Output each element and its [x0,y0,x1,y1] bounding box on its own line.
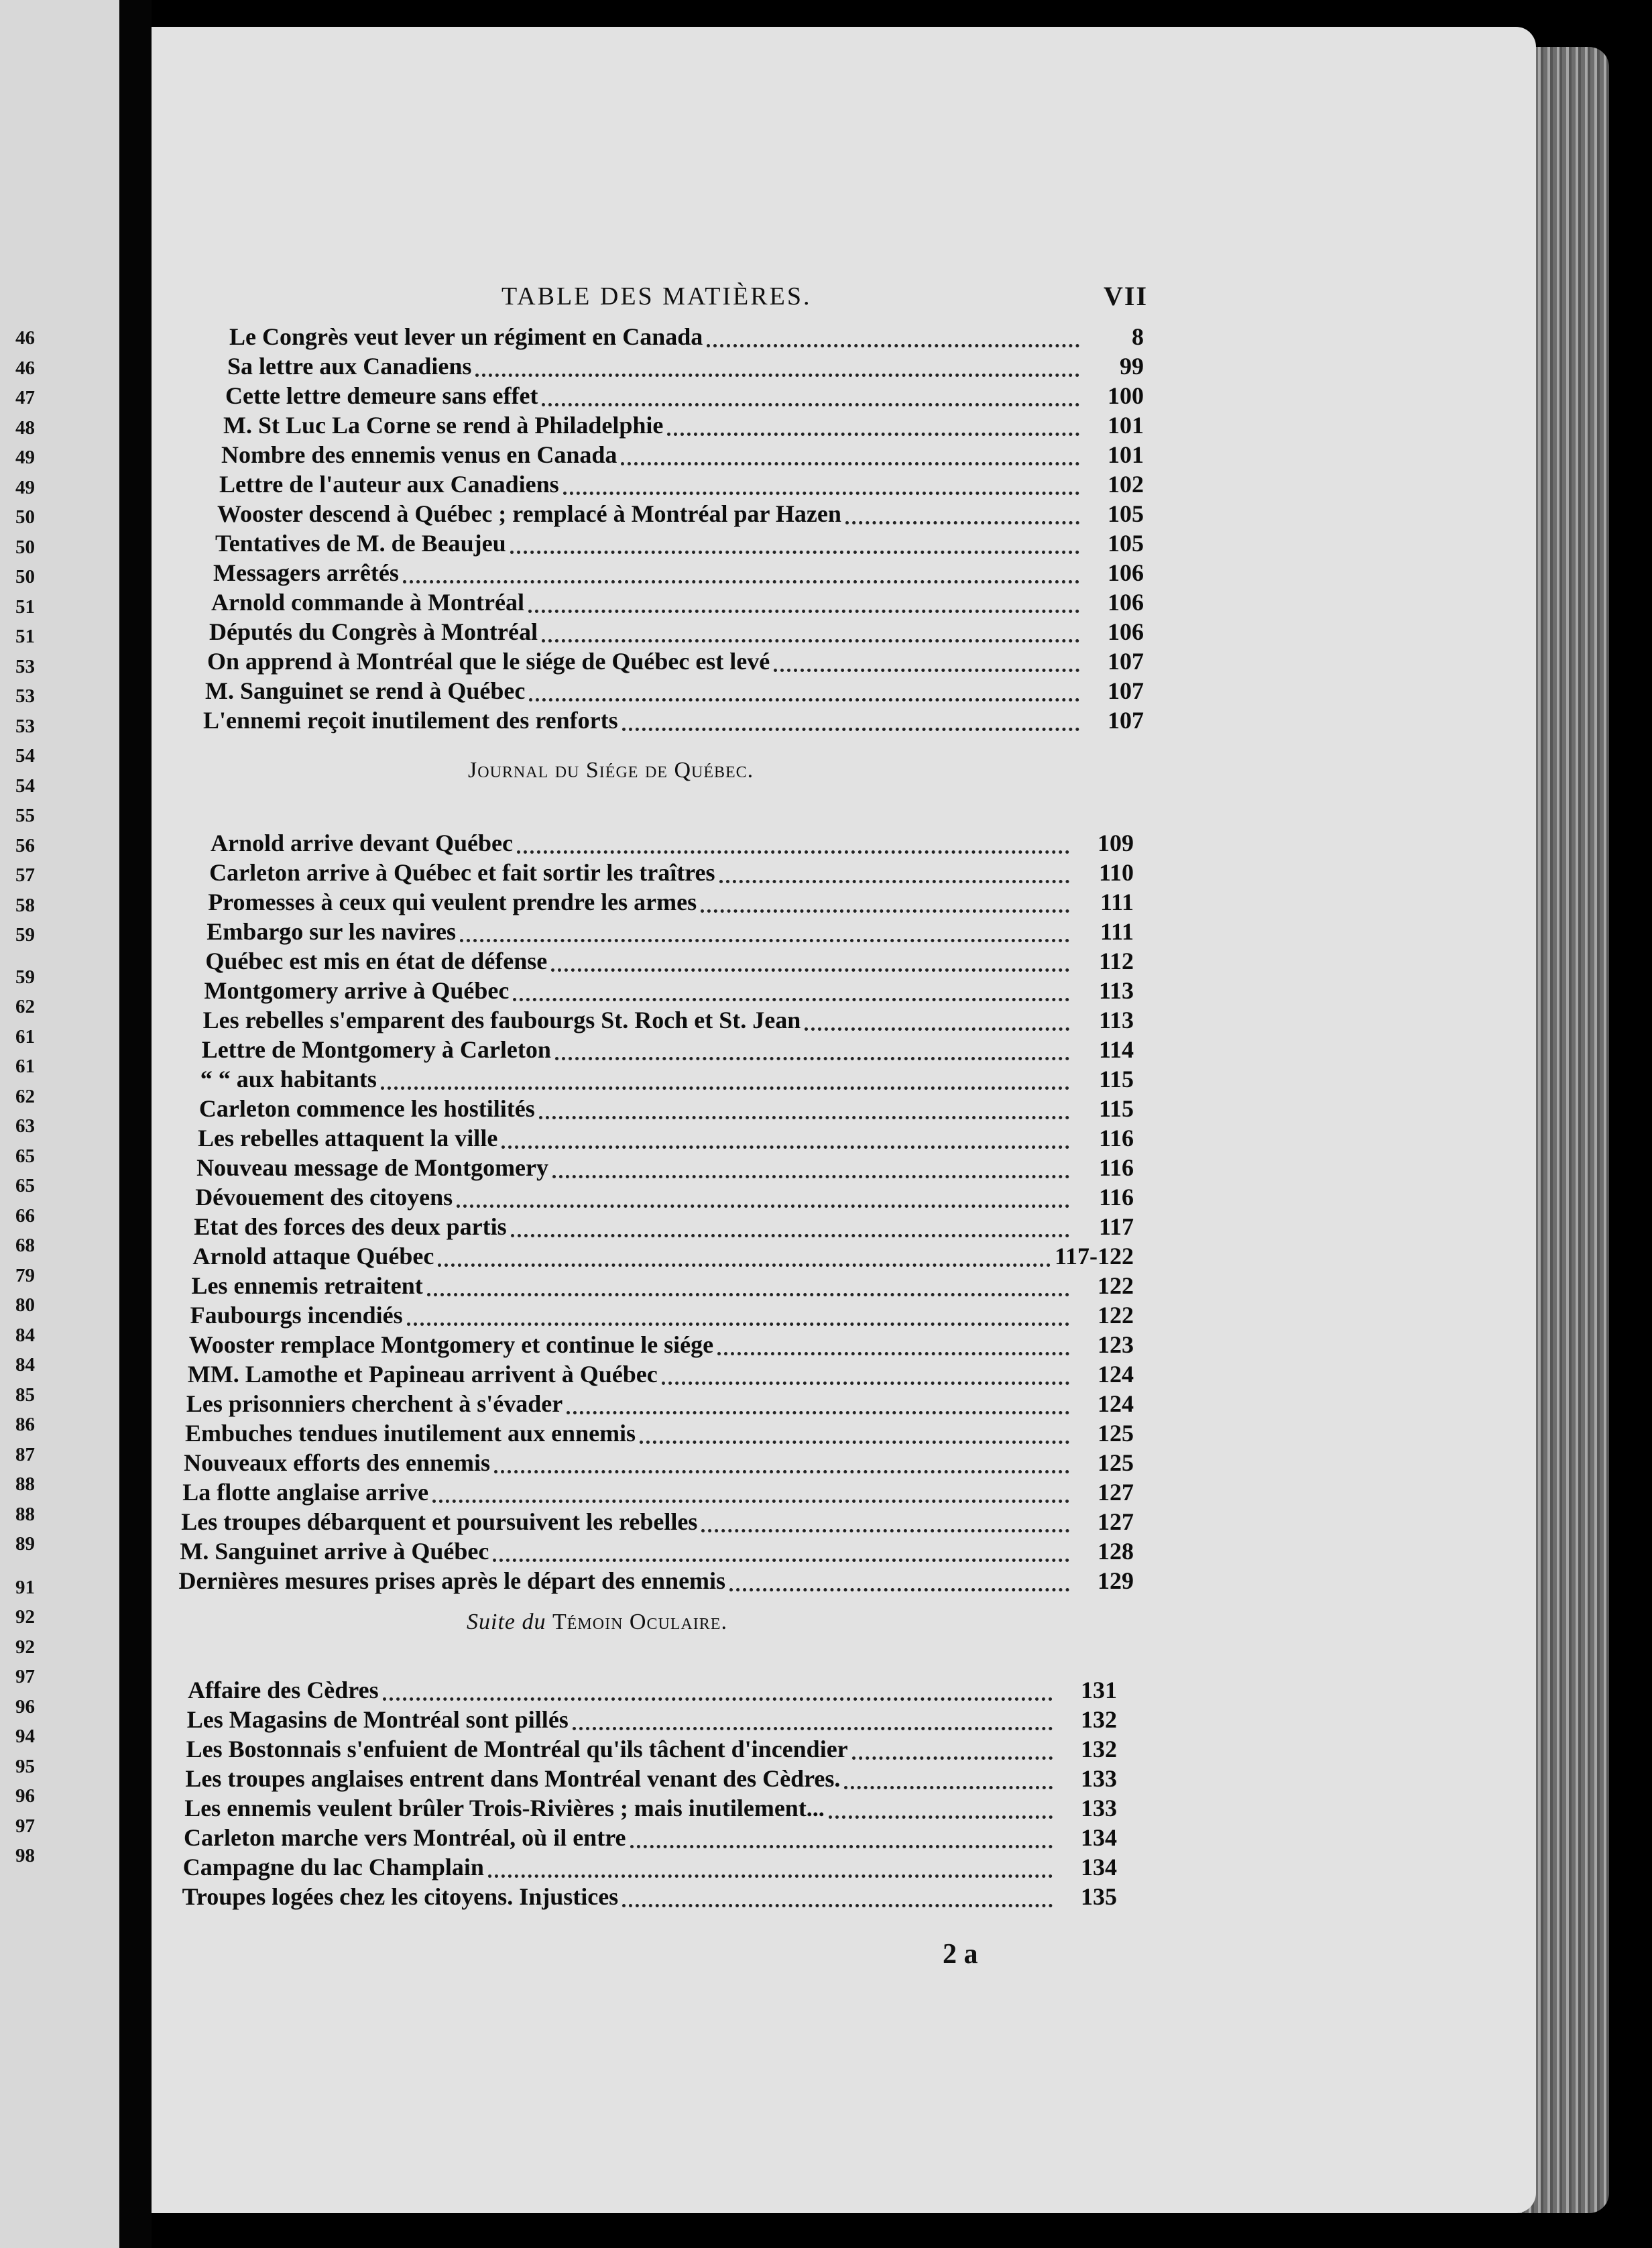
toc-entry-page: 127 [1097,1479,1134,1506]
toc-entry [186,1389,1134,1418]
section-heading-italic: Suite du [467,1610,546,1634]
dot-leader [551,959,1069,972]
facing-page-number: 89 [15,1533,35,1555]
toc-entry-page: 114 [1098,1036,1134,1063]
toc-entry [188,1675,1117,1705]
toc-entry-title: Les ennemis retraitent [191,1272,423,1299]
dot-leader [511,1225,1069,1237]
facing-page-number: 56 [15,834,35,856]
toc-entry [203,706,1144,735]
facing-page-number: 62 [15,996,35,1017]
toc-entry [208,887,1134,917]
dot-leader [805,1018,1069,1031]
dot-leader [701,900,1069,913]
toc-entry-page: 106 [1108,618,1144,645]
facing-page-number: 88 [15,1473,35,1495]
toc-entry [185,1418,1134,1448]
toc-entry-title: Le Congrès veut lever un régiment en Canada [229,323,703,350]
toc-entry-page: 115 [1098,1066,1134,1092]
toc-entry-page: 100 [1108,382,1144,409]
facing-page-number: 50 [15,566,35,587]
facing-page-number: 58 [15,894,35,916]
toc-entry [179,1566,1134,1595]
toc-entry-title: Les rebelles attaquent la ville [198,1125,498,1151]
dot-leader [701,1520,1069,1532]
toc-entry-title: MM. Lamothe et Papineau arrivent à Québec [187,1361,658,1388]
dot-leader [630,1836,1053,1848]
toc-entry [184,1448,1134,1477]
toc-entry-title: Sa lettre aux Canadiens [227,353,472,380]
toc-entry-page: 133 [1080,1795,1117,1821]
toc-entry-title: L'ennemi reçoit inutilement des renforts [203,707,618,734]
toc-entry [211,587,1144,617]
facing-page-number: 96 [15,1695,35,1718]
signature-mark: 2 a [943,1939,978,1970]
dot-leader [475,364,1079,377]
page-title: TABLE DES MATIÈRES. [501,282,812,311]
dot-leader [528,600,1079,613]
toc-entry [181,1507,1134,1536]
toc-entry-page: 128 [1097,1538,1134,1565]
facing-page-number: 54 [15,745,35,767]
facing-page-number: 53 [15,715,35,737]
dot-leader [563,482,1079,495]
facing-page-number: 46 [15,357,35,379]
toc-entry-page: 107 [1108,648,1144,675]
facing-page-number: 53 [15,655,35,677]
toc-entry [205,676,1144,706]
toc-entry-page: 105 [1108,530,1144,557]
dot-leader [552,1166,1069,1178]
dot-leader [407,1313,1069,1326]
dot-leader [510,541,1079,554]
dot-leader [852,1747,1053,1760]
toc-entry-page: 113 [1098,1007,1134,1033]
toc-entry [199,1094,1134,1123]
dot-leader [513,989,1069,1001]
dot-leader [529,689,1079,701]
facing-page-number: 88 [15,1503,35,1525]
facing-page-number: 97 [15,1666,35,1687]
toc-entry-page: 124 [1097,1390,1134,1417]
facing-page-number: 79 [15,1264,35,1286]
toc-entry-page: 105 [1108,500,1144,527]
toc-entry [186,1734,1117,1764]
toc-entry-title: Messagers arrêtés [213,559,399,586]
toc-entry-page: 102 [1108,471,1144,498]
dot-leader [493,1549,1069,1562]
toc-entry [227,351,1144,381]
dot-leader [542,630,1079,642]
toc-entry [182,1882,1117,1911]
toc-entry-title: Dernières mesures prises après le départ des ennemis [178,1567,726,1594]
dot-leader [539,1107,1069,1119]
toc-entry-title: Etat des forces des deux partis [194,1213,507,1240]
toc-entry-title: Les prisonniers cherchent à s'évader [186,1390,563,1417]
toc-entry-page: 122 [1098,1272,1134,1299]
toc-entry-title: Wooster remplace Montgomery et continue le siége [188,1331,714,1358]
toc-entry-title: Faubourgs incendiés [190,1302,403,1329]
toc-entry-title: Wooster descend à Québec ; remplacé à Montréal par Hazen [217,500,841,527]
toc-entry [195,1182,1134,1212]
toc-entry-page: 125 [1098,1420,1134,1447]
toc-entry-title: Les troupes débarquent et poursuivent les rebelles [181,1508,698,1535]
facing-page-number: 94 [15,1726,35,1747]
facing-page-number: 65 [15,1145,35,1167]
toc-entry [223,410,1144,440]
section-heading-journal: Journal du Siége de Québec. [468,758,754,783]
dot-leader [774,659,1079,672]
toc-entry-page: 116 [1098,1184,1134,1211]
toc-entry [205,946,1134,976]
toc-entry [215,528,1144,558]
toc-entry-title: Embuches tendues inutilement aux ennemis [185,1420,636,1447]
dot-leader [494,1461,1069,1473]
dot-leader [622,718,1079,731]
toc-entry [196,1153,1134,1182]
toc-entry-page: 116 [1098,1125,1134,1151]
facing-page-number: 59 [15,966,35,988]
toc-entry [183,1852,1117,1882]
toc-entry-title: Campagne du lac Champlain [182,1854,484,1880]
facing-page-number: 68 [15,1235,35,1256]
toc-entry [194,1212,1134,1241]
toc-entry [188,1359,1134,1389]
facing-page-number: 48 [15,416,35,439]
toc-entry-title: Nombre des ennemis venus en Canada [221,441,617,468]
facing-page-number: 49 [15,476,35,498]
toc-entry-title: Dévouement des citoyens [195,1184,453,1211]
toc-entry-page: 110 [1098,859,1134,886]
toc-entry-page: 111 [1100,889,1134,915]
facing-page-number: 49 [15,447,35,468]
toc-entry-page: 132 [1080,1706,1117,1733]
dot-leader [488,1865,1053,1878]
toc-entry-title: Montgomery arrive à Québec [204,977,510,1004]
toc-entry-page: 135 [1080,1883,1117,1910]
facing-page-number: 80 [15,1294,35,1316]
facing-page-number: 65 [15,1175,35,1196]
toc-entry-title: M. Sanguinet arrive à Québec [180,1538,489,1565]
toc-entry-title: “ “ aux habitants [200,1066,377,1092]
toc-entry [182,1477,1134,1507]
dot-leader [719,870,1069,883]
toc-entry-page: 107 [1108,677,1144,704]
toc-entry [206,917,1134,946]
toc-entry-page: 115 [1098,1095,1134,1122]
dot-leader [517,841,1069,854]
toc-entry [221,440,1144,469]
toc-entry-title: Promesses à ceux qui veulent prendre les armes [208,889,697,915]
facing-page-number: 98 [15,1845,35,1866]
section-heading-temoin [467,1610,727,1635]
toc-entry-title: M. Sanguinet se rend à Québec [205,677,526,704]
dot-leader [622,1895,1053,1907]
toc-entry-page: 122 [1097,1302,1134,1329]
dot-leader [573,1718,1053,1730]
dot-leader [667,423,1079,436]
facing-page-number: 87 [15,1443,35,1465]
toc-entry-title: Cette lettre demeure sans effet [225,382,538,409]
toc-entry-title: M. St Luc La Corne se rend à Philadelphie [223,412,664,439]
toc-entry-title: Les Bostonnais s'enfuient de Montréal qu'ils tâchent d'incendier [186,1736,848,1762]
toc-entry-page: 106 [1108,589,1144,616]
toc-entry [211,828,1134,858]
dot-leader [845,512,1079,524]
toc-entry-title: Carleton arrive à Québec et fait sortir les traîtres [209,859,715,886]
toc-entry-title: Les Magasins de Montréal sont pillés [186,1706,569,1733]
toc-entry [204,976,1134,1005]
toc-entry-page: 134 [1081,1824,1117,1851]
facing-page-number: 62 [15,1085,35,1107]
facing-page-number: 84 [15,1354,35,1375]
toc-entry-title: Lettre de l'auteur aux Canadiens [219,471,559,498]
dot-leader [662,1372,1069,1385]
facing-page-number: 85 [15,1384,35,1406]
toc-entry [185,1764,1117,1793]
dot-leader [707,335,1079,347]
toc-entry [200,1064,1134,1094]
toc-entry-page: 127 [1097,1508,1134,1535]
toc-entry-title: Arnold commande à Montréal [211,589,524,616]
facing-page-number: 53 [15,685,35,707]
dot-leader [432,1490,1069,1503]
dot-leader [501,1136,1069,1149]
toc-entry [189,1330,1134,1359]
toc-entry [184,1793,1117,1823]
facing-page-number: 97 [15,1815,35,1837]
toc-entry-title: Affaire des Cèdres [188,1677,379,1703]
dot-leader [844,1777,1053,1789]
toc-entry-title: Députés du Congrès à Montréal [209,618,538,645]
toc-entry-title: Les ennemis veulent brûler Trois-Rivières ; mais inutilement... [184,1795,825,1821]
toc-entry [219,469,1144,499]
toc-entry-page: 123 [1097,1331,1134,1358]
toc-entry-title: Carleton marche vers Montréal, où il entre [184,1824,626,1851]
facing-page-number: 61 [15,1056,35,1077]
dot-leader [640,1431,1069,1444]
toc-entry-page: 133 [1080,1765,1117,1792]
facing-page-number: 51 [15,596,35,618]
toc-entry [207,647,1144,676]
toc-entry [180,1536,1134,1566]
toc-entry-page: 125 [1097,1449,1134,1476]
facing-page-number: 54 [15,775,35,797]
toc-entry-title: Les troupes anglaises entrent dans Montréal venant des Cèdres. [185,1765,841,1792]
dot-leader [621,453,1079,465]
toc-entry-title: Les rebelles s'emparent des faubourgs St. Roch et St. Jean [202,1007,801,1033]
dot-leader [460,930,1069,942]
book-gutter [119,0,152,2248]
facing-page-number: 66 [15,1204,35,1227]
toc-entry-title: La flotte anglaise arrive [182,1479,429,1506]
toc-entry-page: 116 [1098,1154,1134,1181]
toc-entry-page: 99 [1120,353,1144,380]
toc-entry-page: 131 [1081,1677,1117,1703]
toc-entry-title: Embargo sur les navires [206,918,456,945]
facing-page-number: 92 [15,1606,35,1628]
facing-page-number: 59 [15,924,35,946]
toc-entry-page: 107 [1108,707,1144,734]
facing-page-number: 55 [15,805,35,826]
toc-entry-page: 132 [1080,1736,1117,1762]
facing-page-fragment [0,0,119,2248]
toc-entry [184,1823,1117,1852]
toc-entry-title: Arnold attaque Québec [192,1243,434,1270]
dot-leader [542,394,1079,406]
book-page [152,27,1536,2213]
toc-entry [209,858,1134,887]
facing-page-number: 47 [15,387,35,408]
toc-entry [209,617,1144,647]
dot-leader [438,1254,1051,1267]
toc-entry-title: Lettre de Montgomery à Carleton [201,1036,551,1063]
toc-entry-page: 134 [1080,1854,1117,1880]
dot-leader [457,1195,1069,1208]
toc-entry [225,381,1144,410]
toc-entry-page: 117-122 [1054,1243,1134,1270]
facing-page-number: 61 [15,1025,35,1048]
dot-leader [829,1806,1053,1819]
toc-entry-page: 101 [1108,441,1144,468]
toc-entry [198,1123,1134,1153]
toc-entry-title: Carleton commence les hostilités [198,1095,535,1122]
section-heading-smallcaps: Témoin Oculaire. [552,1610,727,1634]
toc-entry-page: 101 [1108,412,1144,439]
toc-entry [203,1005,1134,1035]
toc-entry-page: 106 [1108,559,1144,586]
toc-entry-title: Nouveaux efforts des ennemis [184,1449,491,1476]
toc-entry [187,1705,1117,1734]
toc-entry-page: 129 [1098,1567,1134,1594]
toc-entry-page: 8 [1132,323,1144,350]
toc-entry [202,1035,1134,1064]
toc-entry-page: 111 [1100,918,1134,945]
facing-page-number: 84 [15,1324,35,1346]
toc-entry [213,558,1144,587]
facing-page-number: 86 [15,1414,35,1435]
facing-page-number: 92 [15,1636,35,1658]
toc-entry-page: 113 [1098,977,1134,1004]
dot-leader [403,571,1079,583]
facing-page-number: 95 [15,1755,35,1777]
toc-entry-title: Troupes logées chez les citoyens. Injustices [182,1883,619,1910]
toc-entry-title: Tentatives de M. de Beaujeu [215,530,506,557]
page-number: VII [1104,281,1148,311]
dot-leader [555,1048,1069,1060]
dot-leader [381,1077,1069,1090]
dot-leader [567,1402,1069,1414]
facing-page-number: 50 [15,536,35,558]
facing-page-number: 50 [15,506,35,528]
toc-entry-title: Arnold arrive devant Québec [211,830,513,856]
toc-entry-title: Nouveau message de Montgomery [196,1154,549,1181]
toc-entry [192,1271,1134,1300]
facing-page-number: 63 [15,1115,35,1137]
toc-entry [217,499,1144,528]
toc-entry-page: 109 [1098,830,1134,856]
toc-entry-page: 112 [1098,948,1134,974]
toc-entry-title: On apprend à Montréal que le siége de Québec est levé [207,648,770,675]
dot-leader [427,1284,1069,1296]
facing-page-number: 91 [15,1576,35,1598]
toc-entry [229,322,1144,351]
facing-page-number: 96 [15,1785,35,1807]
facing-page-number: 51 [15,626,35,647]
toc-entry-page: 124 [1097,1361,1134,1388]
toc-entry-page: 117 [1098,1213,1134,1240]
dot-leader [383,1688,1053,1701]
toc-entry-title: Québec est mis en état de défense [205,948,548,974]
toc-entry [192,1241,1134,1271]
dot-leader [717,1343,1069,1355]
facing-page-number: 46 [15,327,35,349]
facing-page-number: 57 [15,864,35,886]
toc-entry [190,1300,1134,1330]
dot-leader [729,1579,1069,1591]
